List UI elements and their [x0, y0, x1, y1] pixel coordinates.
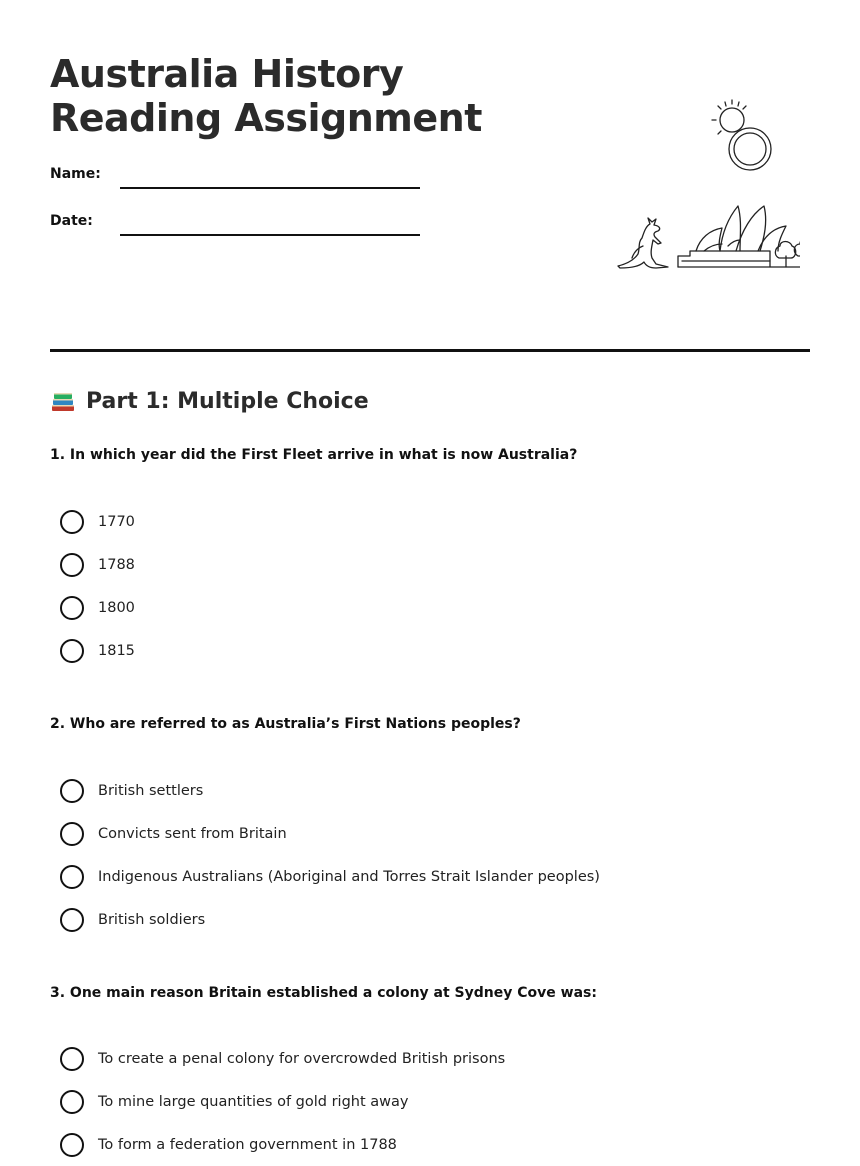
name-label: Name:: [50, 166, 101, 182]
moon-icon: [729, 128, 771, 170]
option-label: To mine large quantities of gold right away: [98, 1093, 409, 1110]
radio-button[interactable]: [60, 1090, 84, 1114]
option-label: To form a federation government in 1788: [98, 1136, 397, 1153]
radio-button[interactable]: [60, 1133, 84, 1157]
radio-button[interactable]: [60, 779, 84, 803]
name-line[interactable]: [120, 187, 420, 189]
question-text: 2. Who are referred to as Australia’s First Nations peoples?: [50, 716, 521, 732]
question-text: 1. In which year did the First Fleet arrive in what is now Australia?: [50, 447, 578, 463]
option-label: 1815: [98, 642, 135, 659]
radio-button[interactable]: [60, 822, 84, 846]
date-line[interactable]: [120, 234, 420, 236]
worksheet-header: [50, 52, 810, 352]
title-line-2: Reading Assignment: [50, 96, 482, 140]
question-2: [50, 715, 810, 928]
radio-button[interactable]: [60, 596, 84, 620]
option-label: British settlers: [98, 782, 204, 799]
section-title-part-1: [50, 388, 369, 414]
option-label: British soldiers: [98, 911, 206, 928]
radio-button[interactable]: [60, 639, 84, 663]
name-field[interactable]: [50, 164, 430, 188]
option-label: 1788: [98, 556, 135, 573]
question-3: [50, 984, 810, 1153]
radio-button[interactable]: [60, 908, 84, 932]
kangaroo-icon: [618, 218, 668, 268]
date-field[interactable]: [50, 211, 430, 235]
section-title-text: Part 1: Multiple Choice: [86, 388, 369, 414]
radio-button[interactable]: [60, 553, 84, 577]
option-label: Convicts sent from Britain: [98, 825, 287, 842]
sun-icon: [712, 100, 746, 134]
books-icon: [50, 388, 76, 414]
option-label: 1770: [98, 513, 135, 530]
radio-button[interactable]: [60, 510, 84, 534]
radio-button[interactable]: [60, 1047, 84, 1071]
option-label: 1800: [98, 599, 135, 616]
radio-button[interactable]: [60, 865, 84, 889]
title-line-1: Australia History: [50, 52, 404, 96]
question-text: 3. One main reason Britain established a colony at Sydney Cove was:: [50, 985, 597, 1001]
question-1: [50, 446, 810, 659]
option-label: Indigenous Australians (Aboriginal and Torres Strait Islander peoples): [98, 868, 600, 885]
australia-illustration: [560, 96, 800, 296]
header-divider: [50, 349, 810, 352]
option-label: To create a penal colony for overcrowded British prisons: [98, 1050, 506, 1067]
date-label: Date:: [50, 213, 93, 229]
